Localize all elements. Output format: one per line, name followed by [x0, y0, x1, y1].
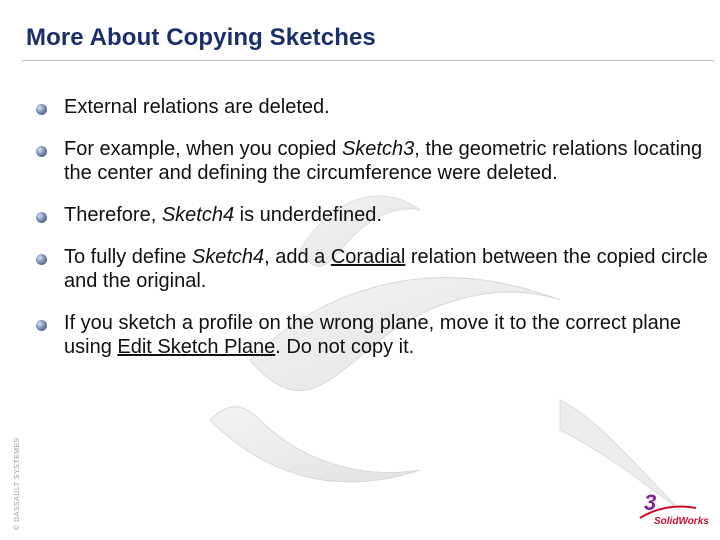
- italic-term: Sketch4: [161, 204, 235, 226]
- bullet-marker-icon: [36, 146, 47, 157]
- bullet-item: [36, 95, 716, 119]
- bullet-text: For example, when you copied: [64, 138, 342, 160]
- bullet-item: [36, 137, 716, 185]
- bullet-text: If you sketch a profile on the wrong plane, move it to the correct plane using: [64, 312, 682, 358]
- title-divider: [22, 60, 714, 61]
- bullet-text: , add a: [264, 246, 331, 268]
- bullet-item: [36, 311, 716, 359]
- bullet-text: is underdefined.: [234, 204, 382, 226]
- bullet-text: External relations are deleted.: [64, 96, 330, 118]
- bullet-text: . Do not copy it.: [275, 336, 415, 358]
- bullet-marker-icon: [36, 320, 47, 331]
- copyright-notice: © DASSAULT SYSTEMES: [14, 437, 21, 530]
- underlined-term: Edit Sketch Plane: [117, 336, 276, 358]
- bullet-marker-icon: [36, 212, 47, 223]
- bullet-item: [36, 245, 716, 293]
- italic-term: Sketch4: [191, 246, 265, 268]
- bullet-text: Therefore,: [64, 204, 162, 226]
- bullet-marker-icon: [36, 104, 47, 115]
- bullet-item: [36, 203, 716, 227]
- bullet-text: , the geometric relations locating the center and defining the circumference were deleted.: [64, 138, 703, 184]
- svg-text:3: 3: [644, 490, 657, 515]
- underlined-term: Coradial: [330, 246, 406, 268]
- italic-term: Sketch3: [341, 138, 415, 160]
- bullet-text: To fully define: [64, 246, 192, 268]
- logo-wordmark: SolidWorks: [654, 516, 709, 527]
- bullet-marker-icon: [36, 254, 47, 265]
- bullet-text: relation between the copied circle and the original.: [64, 246, 708, 292]
- slide-title: More About Copying Sketches: [26, 24, 376, 51]
- bullet-list: [36, 95, 716, 377]
